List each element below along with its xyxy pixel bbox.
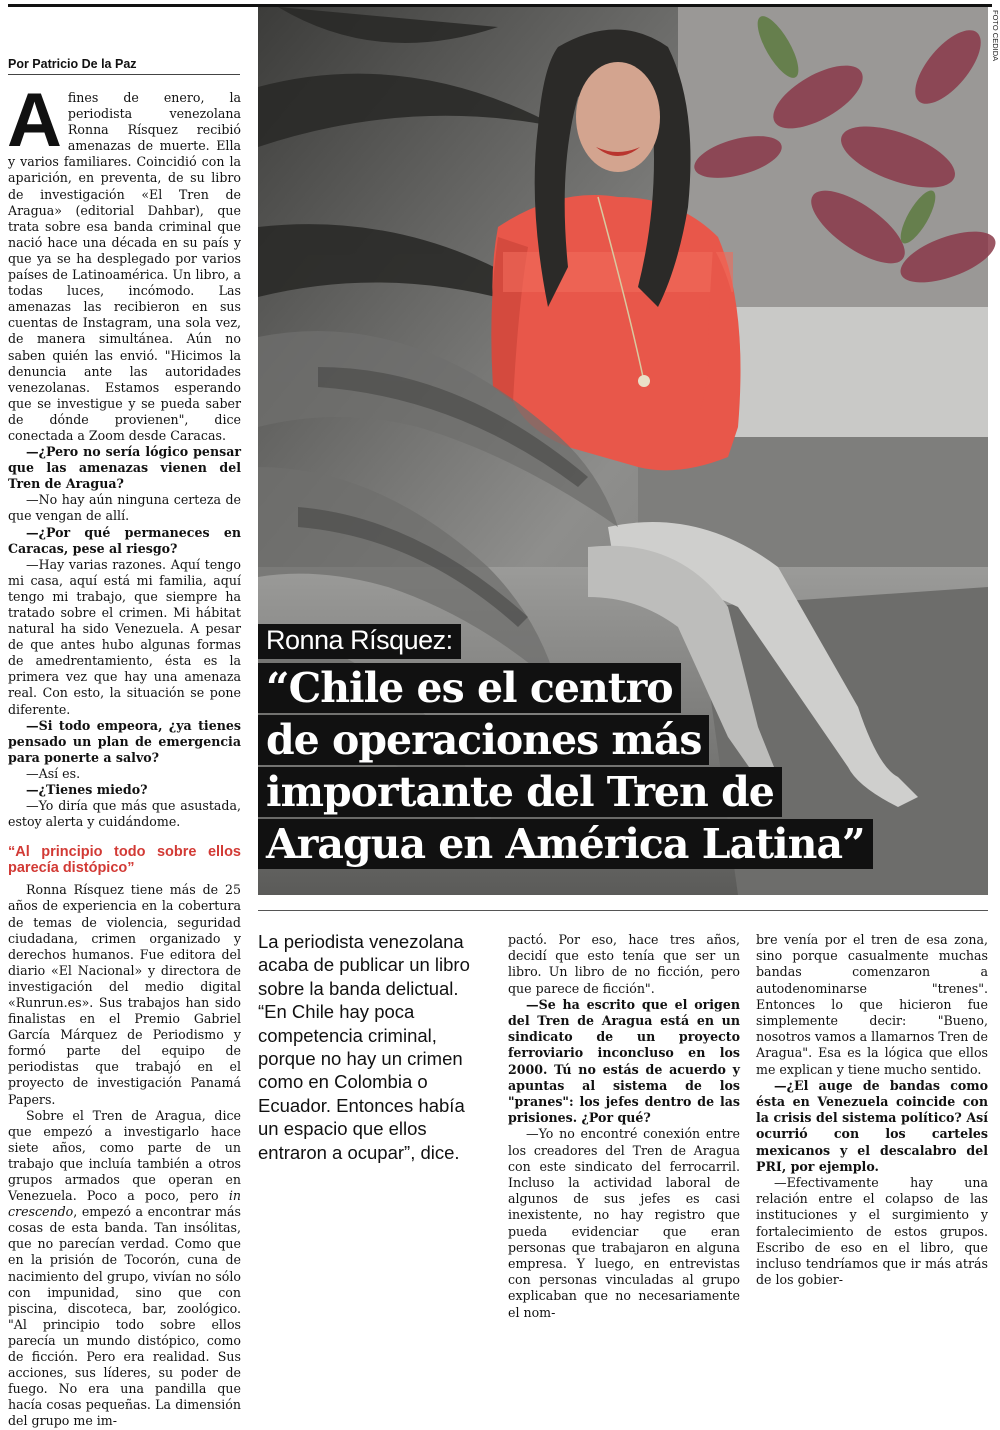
byline: Por Patricio De la Paz — [8, 57, 240, 75]
headline-text-2: de operaciones más — [258, 715, 709, 765]
headline-text-3: importante del Tren de — [258, 767, 782, 817]
right-question: —¿El auge de bandas como ésta en Venezuela coincide con la crisis del sistema político? Así ocurrió con los carteles mexicanos y el descalabro del PRI, por ejemplo. — [756, 1077, 988, 1174]
tren-text-italic: in crescendo — [8, 1188, 241, 1220]
headline-line-1 — [258, 663, 988, 713]
answer-1: —No hay aún ninguna certeza de que vengan de allí. — [8, 492, 241, 524]
middle-column — [508, 932, 740, 1321]
intro-text: fines de enero, la periodista venezolana Ronna Rísquez recibió amenazas de muerte. Ella y varios familiares. Coincidió con la aparición, en preventa, de su libro de investigación «El Tren de Aragua» (editorial Dahbar), que trata sobre esa banda criminal que nació hace una década en su país y que ya se ha desplegado por varios países de Latinoamérica. Un libro, a todas luces, incómodo. Las amenazas las recibieron en sus cuentas de Instagram, una sola vez, de manera simultánea. Aún no saben quién las envió. "Hicimos la denuncia ante las autoridades venezolanas. Estamos esperando que se investigue y se pueda saber de dónde provienen", dice conectada a Zoom desde Caracas. — [8, 90, 241, 443]
question-1: —¿Pero no sería lógico pensar que las amenazas vienen del Tren de Aragua? — [8, 444, 241, 492]
deck-summary: La periodista venezolana acaba de publicar un libro sobre la banda delictual. “En Chile hay poca competencia criminal, porque no hay un crimen como en Colombia o Ecuador. Entonces había un espacio que ellos entraron a ocupar”, dice. — [258, 931, 470, 1163]
tren-text-a: Sobre el Tren de Aragua, dice que empezó a investigarlo hace siete años, como parte de un trabajo que incluía también a otros grupos armados que operan en Venezuela. Poco a poco, pero — [8, 1107, 241, 1204]
answer-3: —Así es. — [26, 765, 81, 781]
middle-continued: pactó. Por eso, hace tres años, decidí que esto tenía que ser un libro. Un libro de no ficción, pero que parece de ficción". — [508, 932, 740, 996]
headline-block — [258, 624, 988, 869]
headline-text-1: “Chile es el centro — [258, 663, 681, 713]
deck-rule — [258, 910, 988, 911]
drop-cap: A — [7, 78, 62, 163]
bio-paragraph: Ronna Rísquez tiene más de 25 años de experiencia en la cobertura de temas de violencia, seguridad ciudadana, crimen organizado y derechos humanos. Fue editora del diario «El Nacional» y directora de investigación del medio digital «Runrun.es». Sus trabajos han sido finalistas en el Premio Gabriel García Márquez de Periodismo y formó parte del equipo de periodistas que trabajó en el proyecto de investigación Panamá Papers. — [8, 882, 241, 1107]
question-3: —Si todo empeora, ¿ya tienes pensado un plan de emergencia para ponerte a salvo? — [8, 717, 241, 765]
question-4: —¿Tienes miedo? — [26, 782, 148, 798]
tren-paragraph — [8, 1108, 241, 1430]
headline-line-4 — [258, 819, 988, 869]
middle-answer: —Yo no encontré conexión entre los creadores del Tren de Aragua con este sindicato del ferrocarril. Incluso la actividad laboral de algunos de sus jefes es casi inexistente, no hay registro que pueda evidenciar que eran personas que trabajaron en alguna empresa. Y luego, en entrevistas con personas vinculadas al grupo explicaban que no necesariamente el nom- — [508, 1126, 740, 1320]
tren-text-b: , empezó a encontrar más cosas de esta banda. Tan insólitas, que no parecían verdad. Como que en la prisión de Tocorón, cuna de nacimiento del grupo, vivían no sólo con impunidad, sino que con piscina, discoteca, bar, zoológico. "Al principio todo sobre ellos parecía un mundo distópico, como de ficción. Pero era realidad. Sus acciones, sus líderes, su poder de fuego. No era una pandilla que hacía cosas pequeñas. La dimensión del grupo me im- — [8, 1204, 241, 1429]
question-2: —¿Por qué permaneces en Caracas, pese al riesgo? — [8, 524, 241, 556]
intro-paragraph — [7, 78, 241, 444]
left-column — [7, 78, 241, 1430]
middle-question: —Se ha escrito que el origen del Tren de Aragua está en un sindicato de un proyecto ferroviario inconcluso en los 2000. Tú no estás de acuerdo y apuntas al sistema de los "pranes": los jefes dentro de las prisiones. ¿Por qué? — [508, 996, 740, 1126]
section-subhead: “Al principio todo sobre ellos parecía distópico” — [8, 844, 241, 877]
right-answer: —Efectivamente hay una relación entre el colapso de las instituciones y el surgimiento y fortalecimiento de estos grupos. Escribo de eso en el libro, que incluso tendríamos que ir más atrás de los gobier- — [756, 1175, 988, 1288]
right-continued: bre venía por el tren de esa zona, sino porque casualmente muchas bandas comenzaron a autodenominarse "trenes". Entonces lo que hicieron fue simplemente decir: "Bueno, nosotros vamos a llamarnos Tren de Aragua". Esa es la lógica que ellos me explican y tiene mucho sentido. — [756, 932, 988, 1077]
headline-line-2 — [258, 715, 988, 765]
answer-2: —Hay varias razones. Aquí tengo mi casa, aquí está mi familia, aquí tengo mi trabajo, que siempre ha tratado sobre el crimen. Mi hábitat natural ha sido Venezuela. A pesar de que antes hubo algunas formas de amedrentamiento, ésta es la primera vez que hay una amenaza real. Con esto, la situación se pone diferente. — [8, 556, 241, 717]
headline-kicker: Ronna Rísquez: — [258, 624, 461, 659]
photo-credit: FOTO CEDIDA — [991, 10, 1000, 62]
answer-4: —Yo diría que más que asustada, estoy alerta y cuidándome. — [8, 798, 241, 830]
headline-line-3 — [258, 767, 988, 817]
right-column — [756, 932, 988, 1288]
headline-text-4: Aragua en América Latina” — [258, 819, 873, 869]
